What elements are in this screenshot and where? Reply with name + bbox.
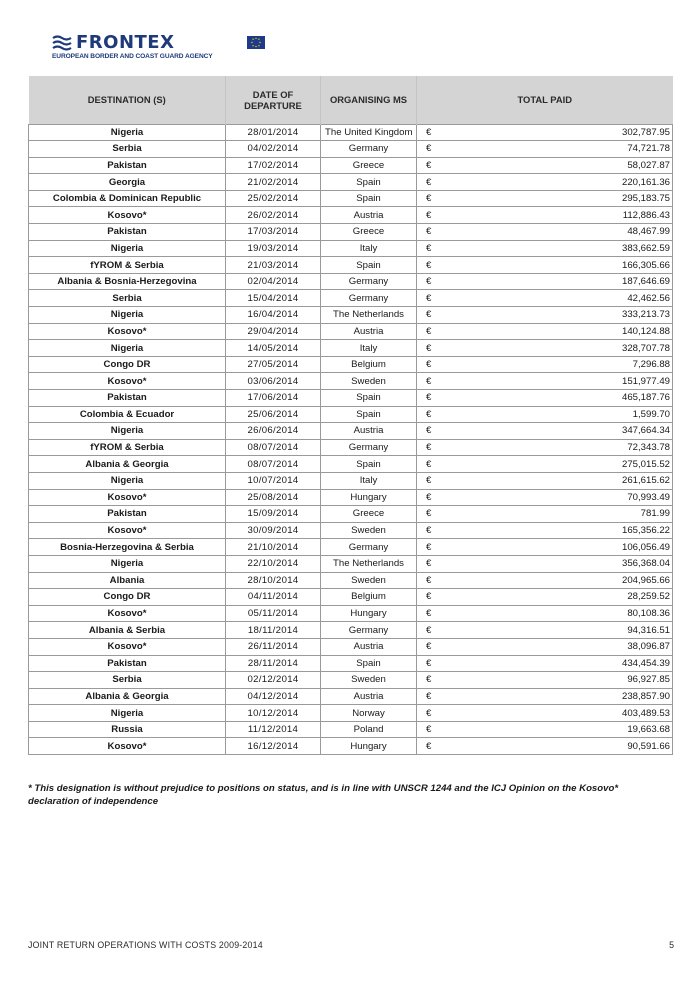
table-row bbox=[29, 522, 673, 539]
page-number: 5 bbox=[669, 940, 674, 950]
cell-date: 19/03/2014 bbox=[226, 240, 321, 257]
cell-organising-ms: Norway bbox=[321, 705, 417, 722]
cell-currency: € bbox=[417, 207, 435, 224]
cell-date: 03/06/2014 bbox=[226, 373, 321, 390]
cell-date: 11/12/2014 bbox=[226, 721, 321, 738]
cell-date: 26/02/2014 bbox=[226, 207, 321, 224]
cell-organising-ms: Sweden bbox=[321, 522, 417, 539]
frontex-logo bbox=[52, 33, 222, 63]
cell-organising-ms: The United Kingdom bbox=[321, 124, 417, 141]
cell-organising-ms: The Netherlands bbox=[321, 555, 417, 572]
cell-organising-ms: Spain bbox=[321, 456, 417, 473]
cell-amount: 204,965.66 bbox=[435, 572, 673, 589]
cell-organising-ms: Spain bbox=[321, 390, 417, 407]
table-row bbox=[29, 721, 673, 738]
cell-destination: Kosovo* bbox=[29, 489, 226, 506]
cell-organising-ms: Hungary bbox=[321, 489, 417, 506]
cell-date: 02/12/2014 bbox=[226, 672, 321, 689]
cell-date: 29/04/2014 bbox=[226, 323, 321, 340]
cell-organising-ms: Sweden bbox=[321, 672, 417, 689]
cell-organising-ms: Germany bbox=[321, 141, 417, 158]
cell-organising-ms: Spain bbox=[321, 257, 417, 274]
table-row bbox=[29, 323, 673, 340]
table-body bbox=[29, 124, 673, 755]
cell-currency: € bbox=[417, 290, 435, 307]
table-row bbox=[29, 307, 673, 324]
cell-destination: Nigeria bbox=[29, 423, 226, 440]
cell-amount: 333,213.73 bbox=[435, 307, 673, 324]
cell-date: 14/05/2014 bbox=[226, 340, 321, 357]
cell-amount: 166,305.66 bbox=[435, 257, 673, 274]
cell-date: 25/02/2014 bbox=[226, 190, 321, 207]
cell-date: 27/05/2014 bbox=[226, 356, 321, 373]
cell-organising-ms: Hungary bbox=[321, 738, 417, 755]
cell-destination: Bosnia-Herzegovina & Serbia bbox=[29, 539, 226, 556]
cell-currency: € bbox=[417, 141, 435, 158]
cell-currency: € bbox=[417, 174, 435, 191]
cell-organising-ms: Austria bbox=[321, 423, 417, 440]
cell-destination: Kosovo* bbox=[29, 522, 226, 539]
cell-destination: Congo DR bbox=[29, 356, 226, 373]
table-row bbox=[29, 605, 673, 622]
table-row bbox=[29, 688, 673, 705]
cell-amount: 42,462.56 bbox=[435, 290, 673, 307]
table-row bbox=[29, 207, 673, 224]
cell-currency: € bbox=[417, 721, 435, 738]
waves-icon bbox=[52, 35, 72, 51]
cell-destination: Albania & Georgia bbox=[29, 456, 226, 473]
cell-date: 21/10/2014 bbox=[226, 539, 321, 556]
cell-organising-ms: Germany bbox=[321, 439, 417, 456]
logo-subtitle: EUROPEAN BORDER AND COAST GUARD AGENCY bbox=[52, 53, 213, 60]
cell-date: 15/09/2014 bbox=[226, 506, 321, 523]
cell-amount: 403,489.53 bbox=[435, 705, 673, 722]
cell-organising-ms: Austria bbox=[321, 323, 417, 340]
table-row bbox=[29, 290, 673, 307]
table-row bbox=[29, 655, 673, 672]
cell-date: 04/12/2014 bbox=[226, 688, 321, 705]
cell-currency: € bbox=[417, 506, 435, 523]
cell-currency: € bbox=[417, 124, 435, 141]
table-header-row bbox=[29, 76, 673, 124]
table-row bbox=[29, 340, 673, 357]
cell-date: 04/02/2014 bbox=[226, 141, 321, 158]
cell-amount: 383,662.59 bbox=[435, 240, 673, 257]
cell-organising-ms: Austria bbox=[321, 638, 417, 655]
cell-destination: Nigeria bbox=[29, 555, 226, 572]
cell-organising-ms: Hungary bbox=[321, 605, 417, 622]
cell-currency: € bbox=[417, 572, 435, 589]
cell-organising-ms: Spain bbox=[321, 406, 417, 423]
cell-destination: Pakistan bbox=[29, 506, 226, 523]
cell-currency: € bbox=[417, 522, 435, 539]
return-operations-table bbox=[28, 76, 673, 755]
cell-organising-ms: Austria bbox=[321, 688, 417, 705]
cell-destination: Kosovo* bbox=[29, 738, 226, 755]
cell-currency: € bbox=[417, 456, 435, 473]
cell-amount: 187,646.69 bbox=[435, 273, 673, 290]
cell-currency: € bbox=[417, 190, 435, 207]
cell-currency: € bbox=[417, 240, 435, 257]
cell-destination: Kosovo* bbox=[29, 373, 226, 390]
cell-date: 16/12/2014 bbox=[226, 738, 321, 755]
cell-destination: Russia bbox=[29, 721, 226, 738]
cell-amount: 7,296.88 bbox=[435, 356, 673, 373]
table-row bbox=[29, 622, 673, 639]
cell-amount: 80,108.36 bbox=[435, 605, 673, 622]
cell-currency: € bbox=[417, 340, 435, 357]
cell-destination: Nigeria bbox=[29, 124, 226, 141]
cell-amount: 465,187.76 bbox=[435, 390, 673, 407]
cell-currency: € bbox=[417, 257, 435, 274]
cell-destination: Serbia bbox=[29, 672, 226, 689]
cell-date: 10/12/2014 bbox=[226, 705, 321, 722]
cell-destination: fYROM & Serbia bbox=[29, 257, 226, 274]
cell-currency: € bbox=[417, 224, 435, 241]
cell-organising-ms: Germany bbox=[321, 622, 417, 639]
cell-destination: Pakistan bbox=[29, 655, 226, 672]
footer-title: JOINT RETURN OPERATIONS WITH COSTS 2009-2014 bbox=[28, 940, 263, 950]
table-row bbox=[29, 406, 673, 423]
cell-organising-ms: Greece bbox=[321, 506, 417, 523]
cell-date: 08/07/2014 bbox=[226, 456, 321, 473]
cell-organising-ms: Poland bbox=[321, 721, 417, 738]
cell-amount: 74,721.78 bbox=[435, 141, 673, 158]
cell-amount: 302,787.95 bbox=[435, 124, 673, 141]
cell-date: 21/03/2014 bbox=[226, 257, 321, 274]
cell-amount: 94,316.51 bbox=[435, 622, 673, 639]
cell-currency: € bbox=[417, 373, 435, 390]
cell-amount: 238,857.90 bbox=[435, 688, 673, 705]
cell-amount: 356,368.04 bbox=[435, 555, 673, 572]
cell-date: 15/04/2014 bbox=[226, 290, 321, 307]
cell-currency: € bbox=[417, 356, 435, 373]
cell-amount: 165,356.22 bbox=[435, 522, 673, 539]
cell-date: 17/06/2014 bbox=[226, 390, 321, 407]
cell-date: 26/06/2014 bbox=[226, 423, 321, 440]
cell-organising-ms: Germany bbox=[321, 539, 417, 556]
cell-destination: Kosovo* bbox=[29, 605, 226, 622]
cell-date: 25/06/2014 bbox=[226, 406, 321, 423]
table-row bbox=[29, 738, 673, 755]
cell-date: 02/04/2014 bbox=[226, 273, 321, 290]
cell-organising-ms: Spain bbox=[321, 174, 417, 191]
table-row bbox=[29, 390, 673, 407]
cell-amount: 112,886.43 bbox=[435, 207, 673, 224]
cell-organising-ms: Italy bbox=[321, 472, 417, 489]
eu-flag-icon bbox=[247, 36, 265, 49]
footnote: * This designation is without prejudice to positions on status, and is in line with UNSCR 1244 and the ICJ Opinion on the Kosovo* declaration of independence bbox=[28, 783, 619, 807]
cell-amount: 96,927.85 bbox=[435, 672, 673, 689]
cell-currency: € bbox=[417, 605, 435, 622]
cell-organising-ms: Sweden bbox=[321, 373, 417, 390]
table-row bbox=[29, 124, 673, 141]
cell-currency: € bbox=[417, 439, 435, 456]
cell-organising-ms: Sweden bbox=[321, 572, 417, 589]
header-total-paid: TOTAL PAID bbox=[417, 76, 673, 124]
table-row bbox=[29, 589, 673, 606]
cell-destination: Pakistan bbox=[29, 390, 226, 407]
cell-organising-ms: Belgium bbox=[321, 356, 417, 373]
cell-currency: € bbox=[417, 157, 435, 174]
table-row bbox=[29, 373, 673, 390]
cell-organising-ms: Spain bbox=[321, 190, 417, 207]
cell-destination: Albania & Bosnia-Herzegovina bbox=[29, 273, 226, 290]
table-row bbox=[29, 456, 673, 473]
cell-amount: 140,124.88 bbox=[435, 323, 673, 340]
table-row bbox=[29, 224, 673, 241]
cell-currency: € bbox=[417, 672, 435, 689]
cell-destination: Pakistan bbox=[29, 157, 226, 174]
table-row bbox=[29, 356, 673, 373]
cell-organising-ms: Italy bbox=[321, 240, 417, 257]
cell-destination: Kosovo* bbox=[29, 323, 226, 340]
cell-organising-ms: Germany bbox=[321, 290, 417, 307]
cell-currency: € bbox=[417, 738, 435, 755]
cell-currency: € bbox=[417, 638, 435, 655]
cell-organising-ms: Spain bbox=[321, 655, 417, 672]
cell-organising-ms: Germany bbox=[321, 273, 417, 290]
table-row bbox=[29, 472, 673, 489]
cell-amount: 151,977.49 bbox=[435, 373, 673, 390]
table-row bbox=[29, 572, 673, 589]
cell-organising-ms: Belgium bbox=[321, 589, 417, 606]
cell-currency: € bbox=[417, 406, 435, 423]
header-organising-ms: ORGANISING MS bbox=[321, 76, 417, 124]
cell-destination: Kosovo* bbox=[29, 638, 226, 655]
cell-amount: 90,591.66 bbox=[435, 738, 673, 755]
cell-date: 10/07/2014 bbox=[226, 472, 321, 489]
table-row bbox=[29, 506, 673, 523]
cell-destination: Pakistan bbox=[29, 224, 226, 241]
cell-destination: Albania & Serbia bbox=[29, 622, 226, 639]
cell-destination: Nigeria bbox=[29, 307, 226, 324]
cell-currency: € bbox=[417, 555, 435, 572]
cell-amount: 434,454.39 bbox=[435, 655, 673, 672]
cell-destination: Nigeria bbox=[29, 472, 226, 489]
cell-currency: € bbox=[417, 323, 435, 340]
cell-amount: 781.99 bbox=[435, 506, 673, 523]
table-row bbox=[29, 190, 673, 207]
cell-destination: Albania bbox=[29, 572, 226, 589]
cell-currency: € bbox=[417, 589, 435, 606]
table-row bbox=[29, 705, 673, 722]
cell-amount: 1,599.70 bbox=[435, 406, 673, 423]
table-row bbox=[29, 638, 673, 655]
cell-currency: € bbox=[417, 622, 435, 639]
cell-amount: 261,615.62 bbox=[435, 472, 673, 489]
cell-amount: 295,183.75 bbox=[435, 190, 673, 207]
cell-currency: € bbox=[417, 705, 435, 722]
cell-date: 22/10/2014 bbox=[226, 555, 321, 572]
cell-amount: 48,467.99 bbox=[435, 224, 673, 241]
cell-date: 25/08/2014 bbox=[226, 489, 321, 506]
table-row bbox=[29, 174, 673, 191]
cell-destination: fYROM & Serbia bbox=[29, 439, 226, 456]
cell-date: 04/11/2014 bbox=[226, 589, 321, 606]
cell-date: 17/02/2014 bbox=[226, 157, 321, 174]
cell-amount: 19,663.68 bbox=[435, 721, 673, 738]
table-row bbox=[29, 240, 673, 257]
cell-date: 17/03/2014 bbox=[226, 224, 321, 241]
cell-destination: Albania & Georgia bbox=[29, 688, 226, 705]
cell-currency: € bbox=[417, 655, 435, 672]
cell-amount: 38,096.87 bbox=[435, 638, 673, 655]
cell-organising-ms: Greece bbox=[321, 224, 417, 241]
cell-date: 30/09/2014 bbox=[226, 522, 321, 539]
logo-name: FRONTEX bbox=[76, 32, 175, 53]
header-destination: DESTINATION (S) bbox=[29, 76, 226, 124]
cell-date: 28/10/2014 bbox=[226, 572, 321, 589]
table-row bbox=[29, 423, 673, 440]
cell-amount: 220,161.36 bbox=[435, 174, 673, 191]
cell-destination: Serbia bbox=[29, 290, 226, 307]
cell-currency: € bbox=[417, 423, 435, 440]
cell-organising-ms: Italy bbox=[321, 340, 417, 357]
cell-destination: Nigeria bbox=[29, 340, 226, 357]
header-date: DATE OF DEPARTURE bbox=[226, 76, 321, 124]
cell-destination: Colombia & Dominican Republic bbox=[29, 190, 226, 207]
cell-destination: Nigeria bbox=[29, 240, 226, 257]
cell-date: 08/07/2014 bbox=[226, 439, 321, 456]
cell-destination: Nigeria bbox=[29, 705, 226, 722]
table-row bbox=[29, 157, 673, 174]
cell-amount: 275,015.52 bbox=[435, 456, 673, 473]
cell-destination: Serbia bbox=[29, 141, 226, 158]
cell-amount: 106,056.49 bbox=[435, 539, 673, 556]
cell-currency: € bbox=[417, 390, 435, 407]
table-row bbox=[29, 439, 673, 456]
cell-amount: 72,343.78 bbox=[435, 439, 673, 456]
cell-amount: 58,027.87 bbox=[435, 157, 673, 174]
cell-destination: Colombia & Ecuador bbox=[29, 406, 226, 423]
cell-currency: € bbox=[417, 307, 435, 324]
cell-organising-ms: The Netherlands bbox=[321, 307, 417, 324]
cell-destination: Kosovo* bbox=[29, 207, 226, 224]
table-row bbox=[29, 489, 673, 506]
cell-amount: 347,664.34 bbox=[435, 423, 673, 440]
cell-date: 18/11/2014 bbox=[226, 622, 321, 639]
cell-destination: Georgia bbox=[29, 174, 226, 191]
cell-date: 28/11/2014 bbox=[226, 655, 321, 672]
cell-date: 16/04/2014 bbox=[226, 307, 321, 324]
table-row bbox=[29, 141, 673, 158]
cell-date: 21/02/2014 bbox=[226, 174, 321, 191]
cell-organising-ms: Greece bbox=[321, 157, 417, 174]
cell-currency: € bbox=[417, 489, 435, 506]
cell-destination: Congo DR bbox=[29, 589, 226, 606]
cell-date: 05/11/2014 bbox=[226, 605, 321, 622]
table-row bbox=[29, 273, 673, 290]
cell-currency: € bbox=[417, 273, 435, 290]
cell-amount: 28,259.52 bbox=[435, 589, 673, 606]
cell-currency: € bbox=[417, 688, 435, 705]
cell-amount: 70,993.49 bbox=[435, 489, 673, 506]
cell-currency: € bbox=[417, 472, 435, 489]
table-row bbox=[29, 555, 673, 572]
table-row bbox=[29, 672, 673, 689]
cell-currency: € bbox=[417, 539, 435, 556]
cell-date: 28/01/2014 bbox=[226, 124, 321, 141]
cell-amount: 328,707.78 bbox=[435, 340, 673, 357]
cell-date: 26/11/2014 bbox=[226, 638, 321, 655]
cell-organising-ms: Austria bbox=[321, 207, 417, 224]
table-row bbox=[29, 539, 673, 556]
table-row bbox=[29, 257, 673, 274]
